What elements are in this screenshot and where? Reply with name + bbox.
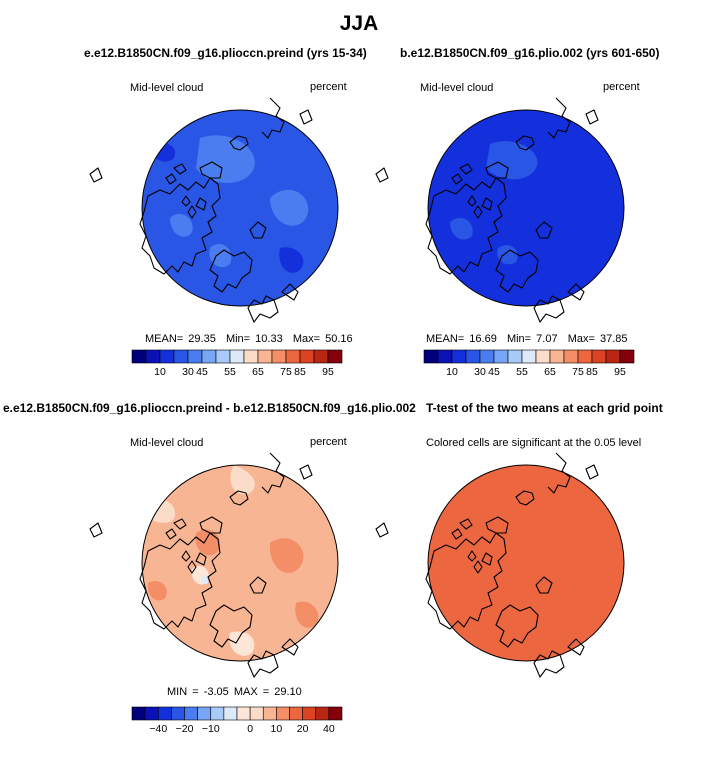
- panel-3-colorbar-bin: [276, 707, 289, 720]
- panel-2-title: b.e12.B1850CN.f09_g16.plio.002 (yrs 601-650): [400, 46, 660, 60]
- panel-2-colorbar-bin: [522, 350, 536, 363]
- panel-2-colorbar-tick-label: 30: [474, 366, 486, 378]
- panel-3-min-value: -3.05: [203, 686, 229, 698]
- panel-2-colorbar-bin: [480, 350, 494, 363]
- panel-3-colorbar-bin: [316, 707, 329, 720]
- panel-2-mean-label: MEAN=: [426, 333, 465, 345]
- panel-2-colorbar-tick-label: 75: [572, 366, 584, 378]
- panel-3-colorbar-bin: [224, 707, 237, 720]
- panel-1-colorbar-tick-label: 75: [280, 366, 292, 378]
- panel-2-min-value: 7.07: [536, 333, 558, 345]
- panel-1-colorbar-tick-label: 65: [252, 366, 264, 378]
- panel-3-colorbar-tick-label: 20: [296, 723, 309, 735]
- panel-1-colorbar-bin: [202, 350, 216, 363]
- panel-1-map-background: [142, 110, 338, 306]
- panel-2-colorbar-bin: [550, 350, 564, 363]
- panel-1-colorbar-bin: [132, 350, 146, 363]
- panel-3-colorbar-bin: [211, 707, 224, 720]
- panel-3-colorbar-tick-label: 40: [323, 723, 335, 735]
- panel-2-map: [422, 104, 630, 312]
- panel-2-colorbar-tick-label: 65: [544, 366, 556, 378]
- panel-1-colorbar: [131, 350, 343, 384]
- panel-3-title: e.e12.B1850CN.f09_g16.plioccn.preind - b.e12.B1850CN.f09_g16.plio.002: [3, 401, 416, 415]
- panel-1-colorbar-bin: [314, 350, 328, 363]
- panel-2-units-label: percent: [603, 81, 640, 93]
- panel-2-colorbar-bin: [564, 350, 578, 363]
- panel-3-min-label: MIN =: [167, 686, 199, 698]
- panel-3-units-label: percent: [310, 436, 347, 448]
- panel-2-colorbar-bin: [620, 350, 634, 363]
- panel-3-colorbar-tick-label: −40: [149, 723, 168, 735]
- panel-2-colorbar-bin: [536, 350, 550, 363]
- panel-2-colorbar-tick-label: 45: [488, 366, 500, 378]
- panel-1-max-label: Max=: [292, 333, 321, 345]
- panel-2-colorbar-bin: [578, 350, 592, 363]
- panel-2-map-background: [428, 110, 624, 306]
- panel-3-colorbar-bin: [303, 707, 316, 720]
- panel-2-min-label: Min=: [506, 333, 532, 345]
- panel-1-title: e.e12.B1850CN.f09_g16.plioccn.preind (yrs 15-34): [84, 46, 367, 60]
- panel-2-colorbar-bin: [438, 350, 452, 363]
- panel-2-mean-value: 16.69: [469, 333, 497, 345]
- panel-1-min-label: Min=: [225, 333, 251, 345]
- panel-2-colorbar-bin: [424, 350, 438, 363]
- panel-3-colorbar-tick-label: 10: [270, 723, 283, 735]
- panel-3-map: [136, 459, 344, 667]
- panel-2-colorbar-bin: [592, 350, 606, 363]
- panel-3-max-value: 29.10: [274, 686, 302, 698]
- panel-2-max-label: Max=: [567, 333, 595, 345]
- panel-2-colorbar-tick-label: 55: [516, 366, 528, 378]
- panel-1-colorbar-bin: [300, 350, 314, 363]
- panel-3-colorbar-bin: [185, 707, 198, 720]
- panel-2-colorbar-bin: [494, 350, 508, 363]
- panel-3-colorbar-tick-label: 0: [247, 723, 254, 735]
- panel-1-colorbar-bin: [174, 350, 188, 363]
- panel-3-colorbar-bin: [145, 707, 158, 720]
- panel-3-colorbar-bin: [237, 707, 250, 720]
- panel-2-variable-label: Mid-level cloud: [420, 82, 494, 94]
- panel-3-variable-label: Mid-level cloud: [130, 437, 204, 449]
- panel-1-map: [136, 104, 344, 312]
- panel-3-colorbar-bin: [250, 707, 263, 720]
- panel-2-colorbar-bin: [452, 350, 466, 363]
- panel-4-subtitle: Colored cells are significant at the 0.05 level: [426, 437, 642, 449]
- panel-3-colorbar-tick-label: −20: [175, 723, 194, 735]
- panel-1-stats: [145, 333, 353, 345]
- panel-1-colorbar-tick-label: 10: [154, 366, 166, 378]
- panel-2-colorbar-bin: [606, 350, 620, 363]
- panel-1-colorbar-tick-label: 45: [196, 366, 208, 378]
- panel-1-colorbar-bin: [188, 350, 202, 363]
- panel-3-colorbar-bin: [132, 707, 145, 720]
- panel-1-colorbar-tick-label: 85: [294, 366, 306, 378]
- panel-1-mean-value: 29.35: [188, 333, 216, 345]
- panel-1-colorbar-bin: [272, 350, 286, 363]
- panel-2-colorbar-tick-label: 85: [586, 366, 598, 378]
- panel-1-colorbar-bin: [230, 350, 244, 363]
- panel-1-colorbar-tick-label: 30: [182, 366, 194, 378]
- panel-1-min-value: 10.33: [255, 333, 283, 345]
- panel-1-colorbar-bin: [244, 350, 258, 363]
- panel-3-stats: [167, 686, 302, 698]
- panel-3-max-label: MAX =: [233, 686, 270, 698]
- panel-1-max-value: 50.16: [325, 333, 353, 345]
- panel-3-colorbar-bin: [329, 707, 342, 720]
- panel-4-title: T-test of the two means at each grid point: [426, 401, 663, 415]
- panel-1-colorbar-tick-label: 55: [224, 366, 236, 378]
- panel-2-colorbar-tick-label: 10: [446, 366, 458, 378]
- panel-1-units-label: percent: [310, 81, 347, 93]
- panel-1-cloud-patch: [150, 143, 175, 162]
- panel-2-colorbar-bin: [466, 350, 480, 363]
- panel-2-colorbar-tick-label: 95: [614, 366, 626, 378]
- panel-1-mean-label: MEAN=: [145, 333, 184, 345]
- panel-1-colorbar-bin: [160, 350, 174, 363]
- panel-3-colorbar: [131, 707, 343, 741]
- panel-3-colorbar-bin: [290, 707, 303, 720]
- panel-3-colorbar-bin: [263, 707, 276, 720]
- panel-2-max-value: 37.85: [599, 333, 628, 345]
- panel-4-map: [422, 459, 630, 667]
- figure-title: JJA: [339, 12, 379, 35]
- panel-3-colorbar-tick-label: −10: [201, 723, 220, 735]
- panel-3-colorbar-bin: [198, 707, 211, 720]
- panel-4-significance-fill: [428, 465, 624, 661]
- panel-3-colorbar-bin: [158, 707, 171, 720]
- panel-1-variable-label: Mid-level cloud: [130, 82, 204, 94]
- panel-2-colorbar-bin: [508, 350, 522, 363]
- panel-1-colorbar-bin: [216, 350, 230, 363]
- panel-1-colorbar-bin: [258, 350, 272, 363]
- panel-2-colorbar: [423, 350, 635, 384]
- panel-1-colorbar-tick-label: 95: [322, 366, 334, 378]
- panel-1-colorbar-bin: [286, 350, 300, 363]
- panel-1-colorbar-bin: [328, 350, 342, 363]
- panel-1-colorbar-bin: [146, 350, 160, 363]
- panel-2-stats: [426, 333, 628, 345]
- panel-3-colorbar-bin: [171, 707, 184, 720]
